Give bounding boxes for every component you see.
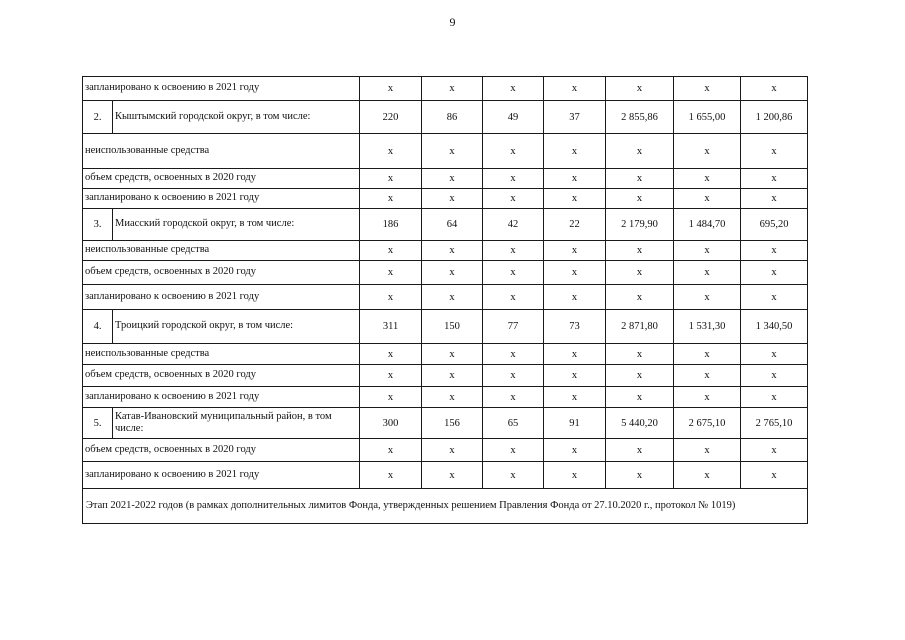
value-cell: х <box>606 169 674 189</box>
table-row <box>83 261 808 285</box>
table-row <box>83 387 808 408</box>
value-cell: х <box>674 189 741 209</box>
data-table <box>82 76 808 524</box>
value-cell: х <box>674 285 741 310</box>
value-cell: х <box>741 169 808 189</box>
value-cell: 2 855,86 <box>606 101 674 134</box>
value-cell: х <box>360 261 422 285</box>
value-cell: х <box>422 439 483 462</box>
row-label: объем средств, освоенных в 2020 году <box>83 169 360 189</box>
value-cell: х <box>741 189 808 209</box>
table-row-section <box>83 310 808 344</box>
table-row-section <box>83 408 808 439</box>
value-cell: 2 871,80 <box>606 310 674 344</box>
value-cell: х <box>422 189 483 209</box>
value-cell: х <box>483 387 544 408</box>
value-cell: х <box>544 387 606 408</box>
value-cell: х <box>674 261 741 285</box>
value-cell: х <box>544 462 606 489</box>
value-cell: 22 <box>544 209 606 241</box>
value-cell: х <box>544 241 606 261</box>
table-row <box>83 439 808 462</box>
value-cell: х <box>544 439 606 462</box>
value-cell: х <box>544 169 606 189</box>
value-cell: х <box>606 261 674 285</box>
value-cell: 65 <box>483 408 544 439</box>
value-cell: х <box>674 365 741 387</box>
row-label: запланировано к освоению в 2021 году <box>83 462 360 489</box>
row-label: неиспользованные средства <box>83 134 360 169</box>
value-cell: х <box>741 134 808 169</box>
value-cell: х <box>606 365 674 387</box>
table-row <box>83 169 808 189</box>
value-cell: 1 200,86 <box>741 101 808 134</box>
value-cell: 2 179,90 <box>606 209 674 241</box>
value-cell: х <box>483 77 544 101</box>
value-cell: х <box>422 261 483 285</box>
value-cell: 156 <box>422 408 483 439</box>
row-index: 3. <box>83 209 113 241</box>
value-cell: 2 675,10 <box>674 408 741 439</box>
municipality-label: Катав-Ивановский муниципальный район, в том числе: <box>113 408 360 439</box>
row-label: неиспользованные средства <box>83 344 360 365</box>
value-cell: 2 765,10 <box>741 408 808 439</box>
value-cell: х <box>483 365 544 387</box>
value-cell: х <box>741 439 808 462</box>
page-number: 9 <box>449 15 456 29</box>
table-row <box>83 365 808 387</box>
value-cell: 37 <box>544 101 606 134</box>
table-row-section <box>83 101 808 134</box>
value-cell: х <box>544 261 606 285</box>
row-label: запланировано к освоению в 2021 году <box>83 387 360 408</box>
table-row-note <box>83 489 808 524</box>
value-cell: х <box>483 344 544 365</box>
value-cell: х <box>483 285 544 310</box>
value-cell: 1 484,70 <box>674 209 741 241</box>
value-cell: х <box>544 77 606 101</box>
value-cell: х <box>483 241 544 261</box>
value-cell: х <box>674 241 741 261</box>
value-cell: х <box>483 189 544 209</box>
value-cell: х <box>606 134 674 169</box>
value-cell: х <box>606 241 674 261</box>
row-label: объем средств, освоенных в 2020 году <box>83 365 360 387</box>
value-cell: х <box>360 169 422 189</box>
value-cell: х <box>422 169 483 189</box>
value-cell: 64 <box>422 209 483 241</box>
value-cell: х <box>741 365 808 387</box>
table-row <box>83 462 808 489</box>
value-cell: х <box>544 134 606 169</box>
value-cell: х <box>741 241 808 261</box>
row-label: запланировано к освоению в 2021 году <box>83 189 360 209</box>
row-index: 4. <box>83 310 113 344</box>
table-row <box>83 77 808 101</box>
row-label: объем средств, освоенных в 2020 году <box>83 261 360 285</box>
row-index: 5. <box>83 408 113 439</box>
value-cell: х <box>741 77 808 101</box>
value-cell: 86 <box>422 101 483 134</box>
value-cell: х <box>741 462 808 489</box>
value-cell: х <box>741 285 808 310</box>
value-cell: х <box>422 462 483 489</box>
value-cell: 42 <box>483 209 544 241</box>
value-cell: х <box>741 261 808 285</box>
value-cell: х <box>422 365 483 387</box>
row-label: запланировано к освоению в 2021 году <box>83 77 360 101</box>
value-cell: 220 <box>360 101 422 134</box>
value-cell: х <box>674 462 741 489</box>
value-cell: х <box>606 189 674 209</box>
municipality-label: Миасский городской округ, в том числе: <box>113 209 360 241</box>
value-cell: х <box>483 439 544 462</box>
value-cell: х <box>360 77 422 101</box>
value-cell: х <box>674 387 741 408</box>
value-cell: 695,20 <box>741 209 808 241</box>
value-cell: 1 655,00 <box>674 101 741 134</box>
value-cell: х <box>360 462 422 489</box>
row-label: объем средств, освоенных в 2020 году <box>83 439 360 462</box>
value-cell: х <box>606 344 674 365</box>
value-cell: х <box>422 344 483 365</box>
value-cell: 1 340,50 <box>741 310 808 344</box>
value-cell: х <box>483 462 544 489</box>
value-cell: х <box>360 241 422 261</box>
value-cell: х <box>606 439 674 462</box>
stage-note: Этап 2021-2022 годов (в рамках дополнительных лимитов Фонда, утвержденных решением Правления Фонда от 27.10.2020 г., протокол № 1019) <box>83 489 808 524</box>
municipality-label: Троицкий городской округ, в том числе: <box>113 310 360 344</box>
value-cell: х <box>422 387 483 408</box>
value-cell: х <box>483 134 544 169</box>
value-cell: х <box>422 285 483 310</box>
value-cell: х <box>360 365 422 387</box>
row-index: 2. <box>83 101 113 134</box>
value-cell: 77 <box>483 310 544 344</box>
value-cell: х <box>422 241 483 261</box>
value-cell: х <box>360 344 422 365</box>
value-cell: 5 440,20 <box>606 408 674 439</box>
table-row <box>83 189 808 209</box>
table-row <box>83 344 808 365</box>
value-cell: х <box>483 169 544 189</box>
value-cell: 300 <box>360 408 422 439</box>
value-cell: 49 <box>483 101 544 134</box>
value-cell: х <box>674 169 741 189</box>
value-cell: 91 <box>544 408 606 439</box>
value-cell: х <box>360 189 422 209</box>
value-cell: х <box>422 77 483 101</box>
value-cell: х <box>360 134 422 169</box>
row-label: запланировано к освоению в 2021 году <box>83 285 360 310</box>
value-cell: х <box>360 285 422 310</box>
value-cell: х <box>544 285 606 310</box>
value-cell: х <box>544 365 606 387</box>
table-row <box>83 285 808 310</box>
value-cell: х <box>544 189 606 209</box>
value-cell: 1 531,30 <box>674 310 741 344</box>
row-label: неиспользованные средства <box>83 241 360 261</box>
value-cell: х <box>606 462 674 489</box>
value-cell: х <box>741 387 808 408</box>
table-row <box>83 241 808 261</box>
value-cell: х <box>360 387 422 408</box>
table-row <box>83 134 808 169</box>
table-body <box>83 77 808 524</box>
value-cell: х <box>674 77 741 101</box>
value-cell: х <box>674 439 741 462</box>
value-cell: х <box>674 344 741 365</box>
table-row-section <box>83 209 808 241</box>
value-cell: х <box>606 285 674 310</box>
value-cell: х <box>544 344 606 365</box>
value-cell: х <box>674 134 741 169</box>
value-cell: х <box>741 344 808 365</box>
value-cell: 150 <box>422 310 483 344</box>
value-cell: х <box>606 387 674 408</box>
value-cell: х <box>483 261 544 285</box>
value-cell: х <box>606 77 674 101</box>
value-cell: 311 <box>360 310 422 344</box>
value-cell: 186 <box>360 209 422 241</box>
value-cell: 73 <box>544 310 606 344</box>
value-cell: х <box>360 439 422 462</box>
municipality-label: Кыштымский городской округ, в том числе: <box>113 101 360 134</box>
value-cell: х <box>422 134 483 169</box>
